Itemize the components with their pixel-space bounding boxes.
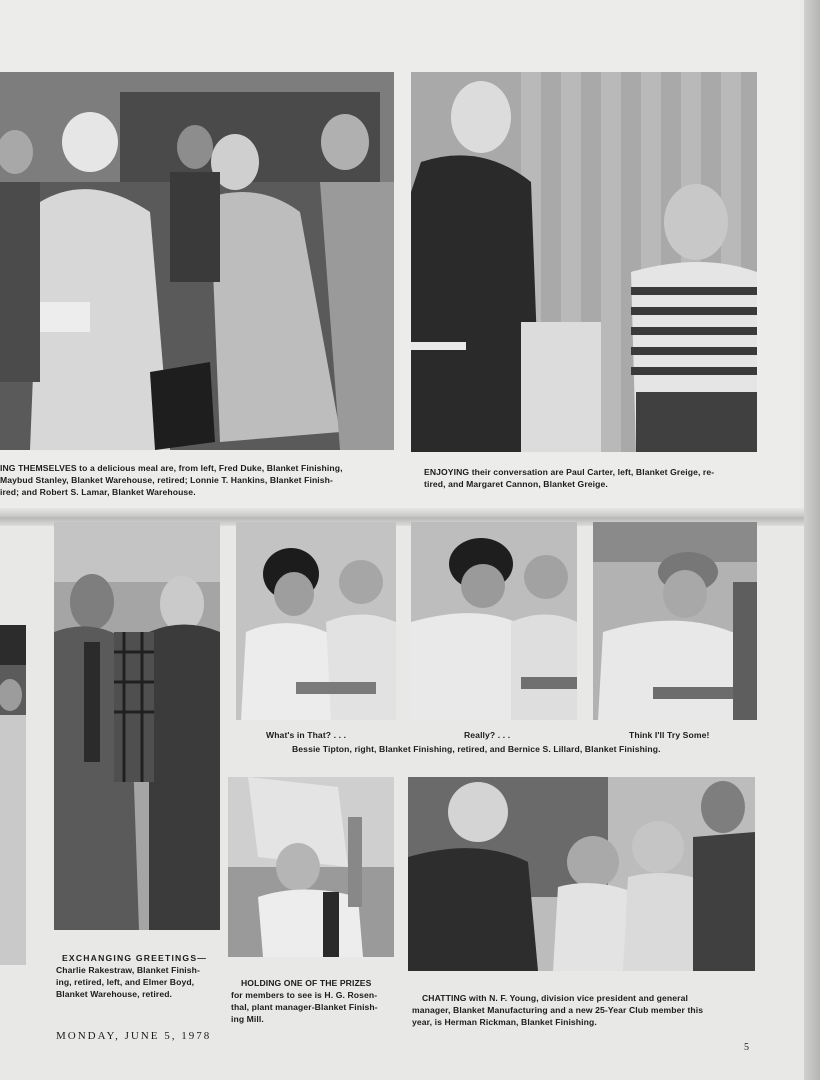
caption-line: year, is Herman Rickman, Blanket Finishing.: [412, 1017, 597, 1027]
caption-line: ENJOYING their conversation are Paul Carter, left, Blanket Greige, re-: [424, 467, 715, 477]
caption-line: ing Mill.: [231, 1014, 264, 1024]
caption-conversation: [424, 466, 764, 490]
photo-exchanging-greetings: [54, 522, 220, 930]
caption-line: tired, and Margaret Cannon, Blanket Greige.: [424, 479, 608, 489]
caption-line: thal, plant manager-Blanket Finish-: [231, 1002, 378, 1012]
photo-sequence-whats-in-that: [236, 522, 396, 720]
sequence-label-3: Think I'll Try Some!: [629, 730, 710, 740]
caption-line: CHATTING with N. F. Young, division vice president and general: [422, 993, 688, 1003]
caption-line: HOLDING ONE OF THE PRIZES: [241, 978, 372, 988]
caption-sequence: Bessie Tipton, right, Blanket Finishing, retired, and Bernice S. Lillard, Blanket Finishing.: [292, 744, 661, 754]
issue-date: MONDAY, JUNE 5, 1978: [56, 1030, 212, 1042]
caption-line: Charlie Rakestraw, Blanket Finish-: [56, 965, 200, 975]
sequence-label-2: Really? . . .: [464, 730, 511, 740]
photo-holding-prize: [228, 777, 394, 957]
caption-exchanging-greetings: [56, 952, 231, 1000]
caption-meal-line: [0, 462, 400, 498]
caption-line: ired; and Robert S. Lamar, Blanket Warehouse.: [0, 487, 196, 497]
caption-line: Blanket Warehouse, retired.: [56, 989, 173, 999]
caption-holding-prize: [231, 977, 401, 1025]
sequence-label-1: What's in That? . . .: [266, 730, 347, 740]
caption-chatting: [412, 992, 757, 1028]
caption-line: Maybud Stanley, Blanket Warehouse, retired; Lonnie T. Hankins, Blanket Finish-: [0, 475, 333, 485]
photo-sequence-really: [411, 522, 577, 720]
photo-edge-sliver: [0, 625, 26, 965]
photo-sequence-think-ill-try-some: [593, 522, 757, 720]
caption-line: ING THEMSELVES to a delicious meal are, from left, Fred Duke, Blanket Finishing,: [0, 463, 343, 473]
caption-line: ing, retired, left, and Elmer Boyd,: [56, 977, 195, 987]
photo-conversation: [411, 72, 757, 452]
page-edge: [804, 0, 820, 1080]
photo-meal-line: [0, 72, 394, 450]
caption-line: EXCHANGING GREETINGS—: [62, 953, 208, 963]
caption-line: for members to see is H. G. Rosen-: [231, 990, 378, 1000]
page-number: 5: [744, 1042, 749, 1053]
caption-line: manager, Blanket Manufacturing and a new 25-Year Club member this: [412, 1005, 704, 1015]
photo-chatting: [408, 777, 755, 971]
